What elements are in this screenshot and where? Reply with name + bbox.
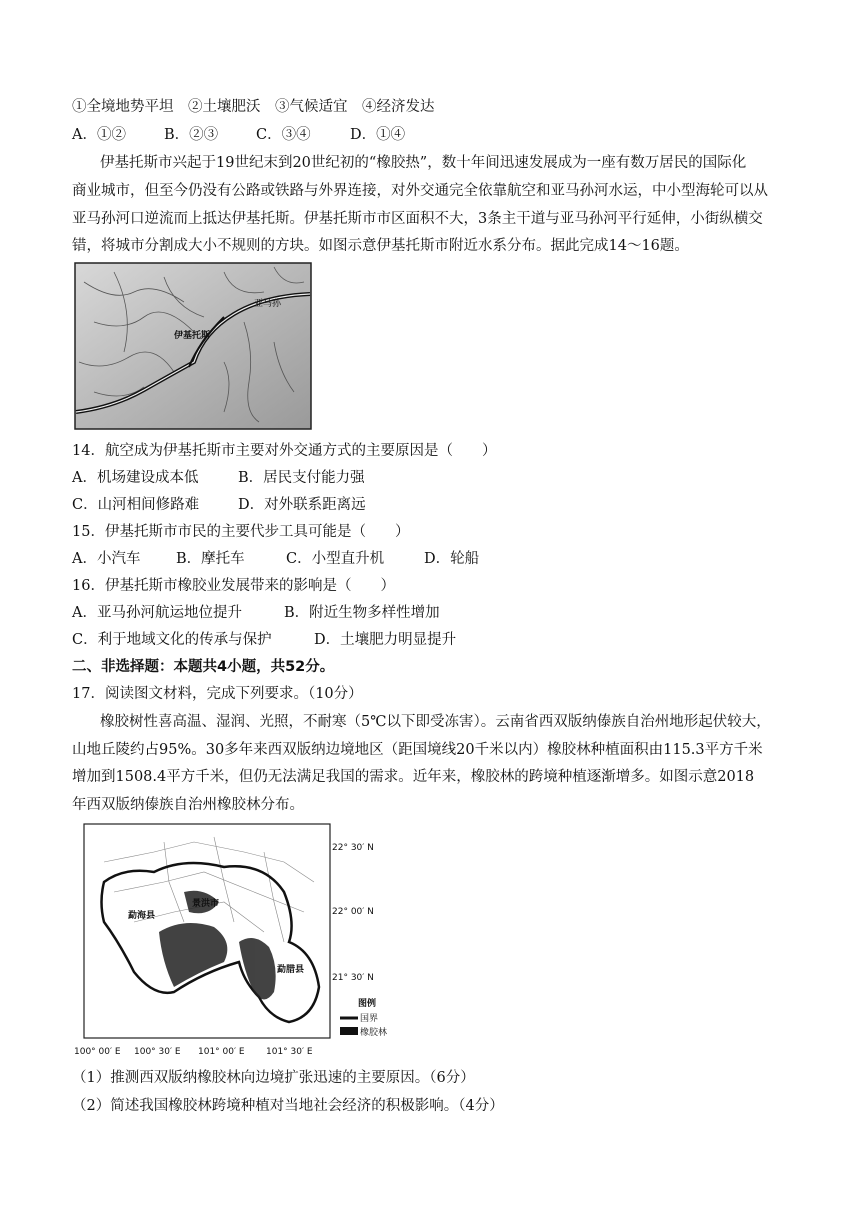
legend-border-label: 国界 [360,1014,379,1024]
q14-option-d: D．对外联系距离远 [238,497,366,513]
legend-rubber-label: 橡胶林 [360,1028,388,1038]
q17-sub2: （2）简述我国橡胶林跨境种植对当地社会经济的积极影响。（4分） [72,1098,504,1114]
lat-label-2130: 21° 30′ N [332,973,374,983]
q13-option-d: D．①④ [350,127,406,143]
q13-option-b: B．②③ [164,127,219,143]
lon-label-10030: 100° 30′ E [134,1047,181,1057]
q14-options-row2 [72,495,366,515]
q17-passage-line-2: 山地丘陵约占95%。30多年来西双版纳边境地区（距国境线20千米以内）橡胶林种植面积由115.3平方千米 [72,742,763,758]
q14-option-c: C．山河相间修路难 [72,497,200,513]
q17-passage-line-4: 年西双版纳傣族自治州橡胶林分布。 [72,797,304,813]
mengla-label: 勐腊县 [277,965,305,975]
q14-stem: 14．航空成为伊基托斯市主要对外交通方式的主要原因是（ ） [72,443,497,459]
xishuangbanna-rubber-map [74,822,388,1060]
q16-option-c: C．利于地域文化的传承与保护 [72,632,272,648]
q15-option-b: B．摩托车 [176,551,245,567]
legend-rubber-swatch [340,1027,358,1035]
q17-passage-line-3: 增加到1508.4平方千米，但仍无法满足我国的需求。近年来，橡胶林的跨境种植逐渐增多。如图示意2018 [72,769,755,785]
q17-passage-line-1: 橡胶树性喜高温、湿润、光照，不耐寒（5℃以下即受冻害）。云南省西双版纳傣族自治州地形起伏较大， [100,714,771,730]
jinghong-label: 景洪市 [192,899,220,909]
q15-option-d: D．轮船 [424,551,480,567]
iquitos-label: 伊基托斯 [174,331,211,341]
q13-items: ①全境地势平坦 ②土壤肥沃 ③气候适宜 ④经济发达 [72,99,435,115]
q13-options [72,125,405,145]
amazon-label: 亚马孙 [254,299,282,309]
q15-stem: 15．伊基托斯市市民的主要代步工具可能是（ ） [72,524,410,540]
q16-option-a: A．亚马孙河航运地位提升 [72,605,242,621]
q17-stem: 17．阅读图文材料，完成下列要求。（10分） [72,686,363,702]
q16-stem: 16．伊基托斯市橡胶业发展带来的影响是（ ） [72,578,395,594]
q16-option-d: D．土壤肥力明显提升 [314,632,457,648]
lon-label-10100: 101° 00′ E [198,1047,245,1057]
legend-title: 图例 [358,999,377,1009]
q15-options [72,549,479,569]
q15-option-a: A．小汽车 [72,551,141,567]
q17-sub1: （1）推测西双版纳橡胶林向边境扩张迅速的主要原因。（6分） [72,1070,475,1086]
passage1-line-2: 商业城市，但至今仍没有公路或铁路与外界连接，对外交通完全依靠航空和亚马孙河水运，中小型海轮可以从 [72,183,768,199]
lon-label-10000: 100° 00′ E [74,1047,121,1057]
menghai-label: 勐海县 [128,911,156,921]
lat-label-2230: 22° 30′ N [332,843,374,853]
q15-option-c: C．小型直升机 [286,551,385,567]
passage1-line-4: 错，将城市分割成大小不规则的方块。如图示意伊基托斯市附近水系分布。据此完成14～16题。 [72,238,689,254]
q14-option-b: B．居民支付能力强 [238,470,365,486]
iquitos-river-map [74,262,312,430]
q13-option-a: A．①② [72,127,126,143]
q16-options-row1 [72,603,440,623]
q16-option-b: B．附近生物多样性增加 [284,605,440,621]
q14-option-a: A．机场建设成本低 [72,470,199,486]
lon-label-10130: 101° 30′ E [266,1047,313,1057]
section2-title: 二、非选择题：本题共4小题，共52分。 [72,659,335,675]
q16-options-row2 [72,630,456,650]
q14-options-row1 [72,468,365,488]
passage1-line-1: 伊基托斯市兴起于19世纪末到20世纪初的“橡胶热”，数十年间迅速发展成为一座有数万居民的国际化 [100,155,747,171]
lat-label-2200: 22° 00′ N [332,907,374,917]
q13-option-c: C．③④ [256,127,311,143]
passage1-line-3: 亚马孙河口逆流而上抵达伊基托斯。伊基托斯市市区面积不大，3条主干道与亚马孙河平行延伸，小街纵横交 [72,211,763,227]
